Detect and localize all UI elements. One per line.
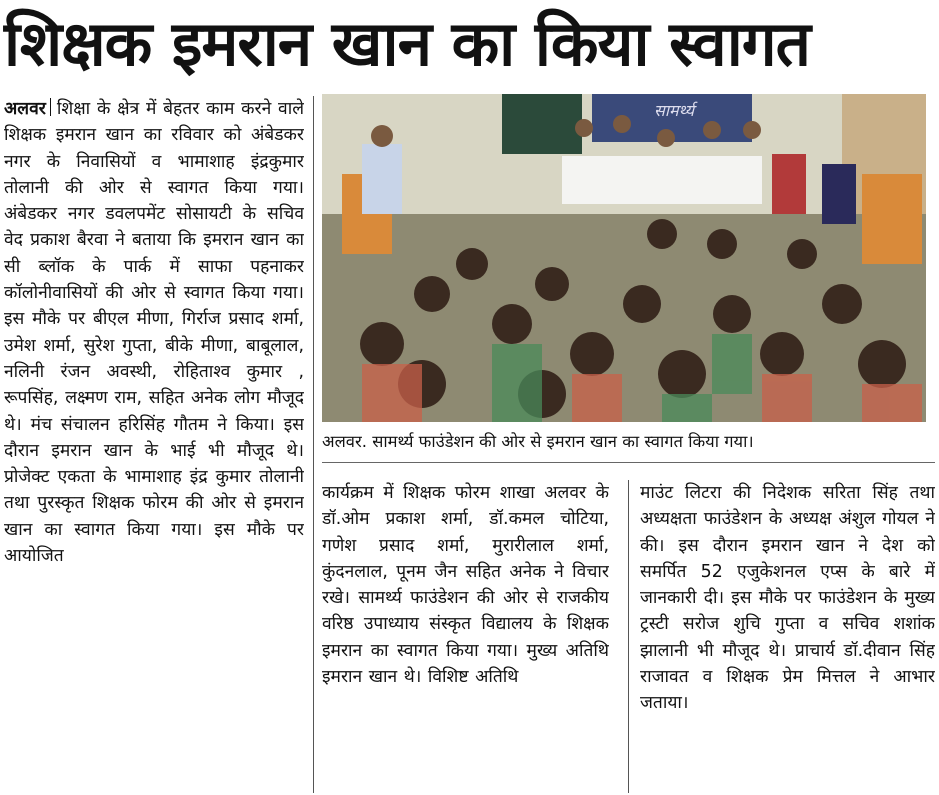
- column-divider-2: [628, 480, 629, 793]
- column-divider-1: [313, 96, 314, 793]
- article-column-2: [322, 480, 609, 794]
- caption-rule: [322, 462, 935, 463]
- photo-caption: अलवर. सामर्थ्य फाउंडेशन की ओर से इमरान खान का स्वागत किया गया।: [322, 432, 754, 451]
- article-text-3: माउंट लिटरा की निदेशक सरिता सिंह तथा अध्यक्षता फाउंडेशन के अध्यक्ष अंशुल गोयल ने की। इस दौरान इमरान खान ने देश को समर्पित 52 एजुकेशनल एप्स के बारे में जानकारी दी। इस मौके पर फाउंडेशन के मुख्य ट्रस्टी सरोज शुचि गुप्ता व सचिव शशांक झालानी भी मौजूद थे। प्राचार्य डॉ.दीवान सिंह राजावत व शिक्षक प्रेम मित्तल ने आभार जताया।: [640, 483, 935, 714]
- article-column-1: [4, 96, 304, 794]
- banner-text: सामर्थ्य: [654, 101, 694, 120]
- article-column-3: [640, 480, 935, 794]
- article-text-2: कार्यक्रम में शिक्षक फोरम शाखा अलवर के डॉ.ओम प्रकाश शर्मा, डॉ.कमल चोटिया, गणेश प्रसाद शर्मा, मुरारीलाल शर्मा, कुंदनलाल, पूनम जैन सहित अनेक ने विचार रखे। सामर्थ्य फाउंडेशन की ओर से राजकीय वरिष्ठ उपाध्याय संस्कृत विद्यालय के शिक्षक इमरान का स्वागत किया गया। मुख्य अतिथि इमरान खान थे। विशिष्ट अतिथि: [322, 483, 609, 688]
- event-photo-illustration: [322, 94, 926, 422]
- dateline: अलवर: [4, 99, 46, 119]
- news-photo: [322, 94, 926, 422]
- dateline-separator: [50, 98, 51, 116]
- headline: शिक्षक इमरान खान का किया स्वागत: [4, 7, 811, 80]
- article-text-1: शिक्षा के क्षेत्र में बेहतर काम करने वाले शिक्षक इमरान खान का रविवार को अंबेडकर नगर के निवासियों व भामाशाह इंद्रकुमार तोलानी की ओर से स्वागत किया गया। अंबेडकर नगर डवलपमेंट सोसायटी के सचिव वेद प्रकाश बैरवा ने बताया कि इमरान खान का सी ब्लॉक के पार्क में साफा पहनाकर कॉलोनीवासियों की ओर से स्वागत किया गया। इस मौके पर बीएल मीणा, गिर्राज प्रसाद शर्मा, उमेश शर्मा, सुरेश गुप्ता, बीके मीणा, बाबूलाल, नलिनी रंजन अवस्थी, रोहिताश्व कुमार , रूपसिंह, लक्ष्मण राम, सहित अनेक लोग मौजूद थे। मंच संचालन हरिसिंह गौतम ने किया। इस दौरान इमरान खान के भाई भी मौजूद थे। प्रोजेक्ट एकता के भामाशाह इंद्र कुमार तोलानी तथा पुरस्कृत शिक्षक फोरम की ओर से इमरान खान का स्वागत किया गया। इस मौके पर आयोजित: [4, 99, 304, 567]
